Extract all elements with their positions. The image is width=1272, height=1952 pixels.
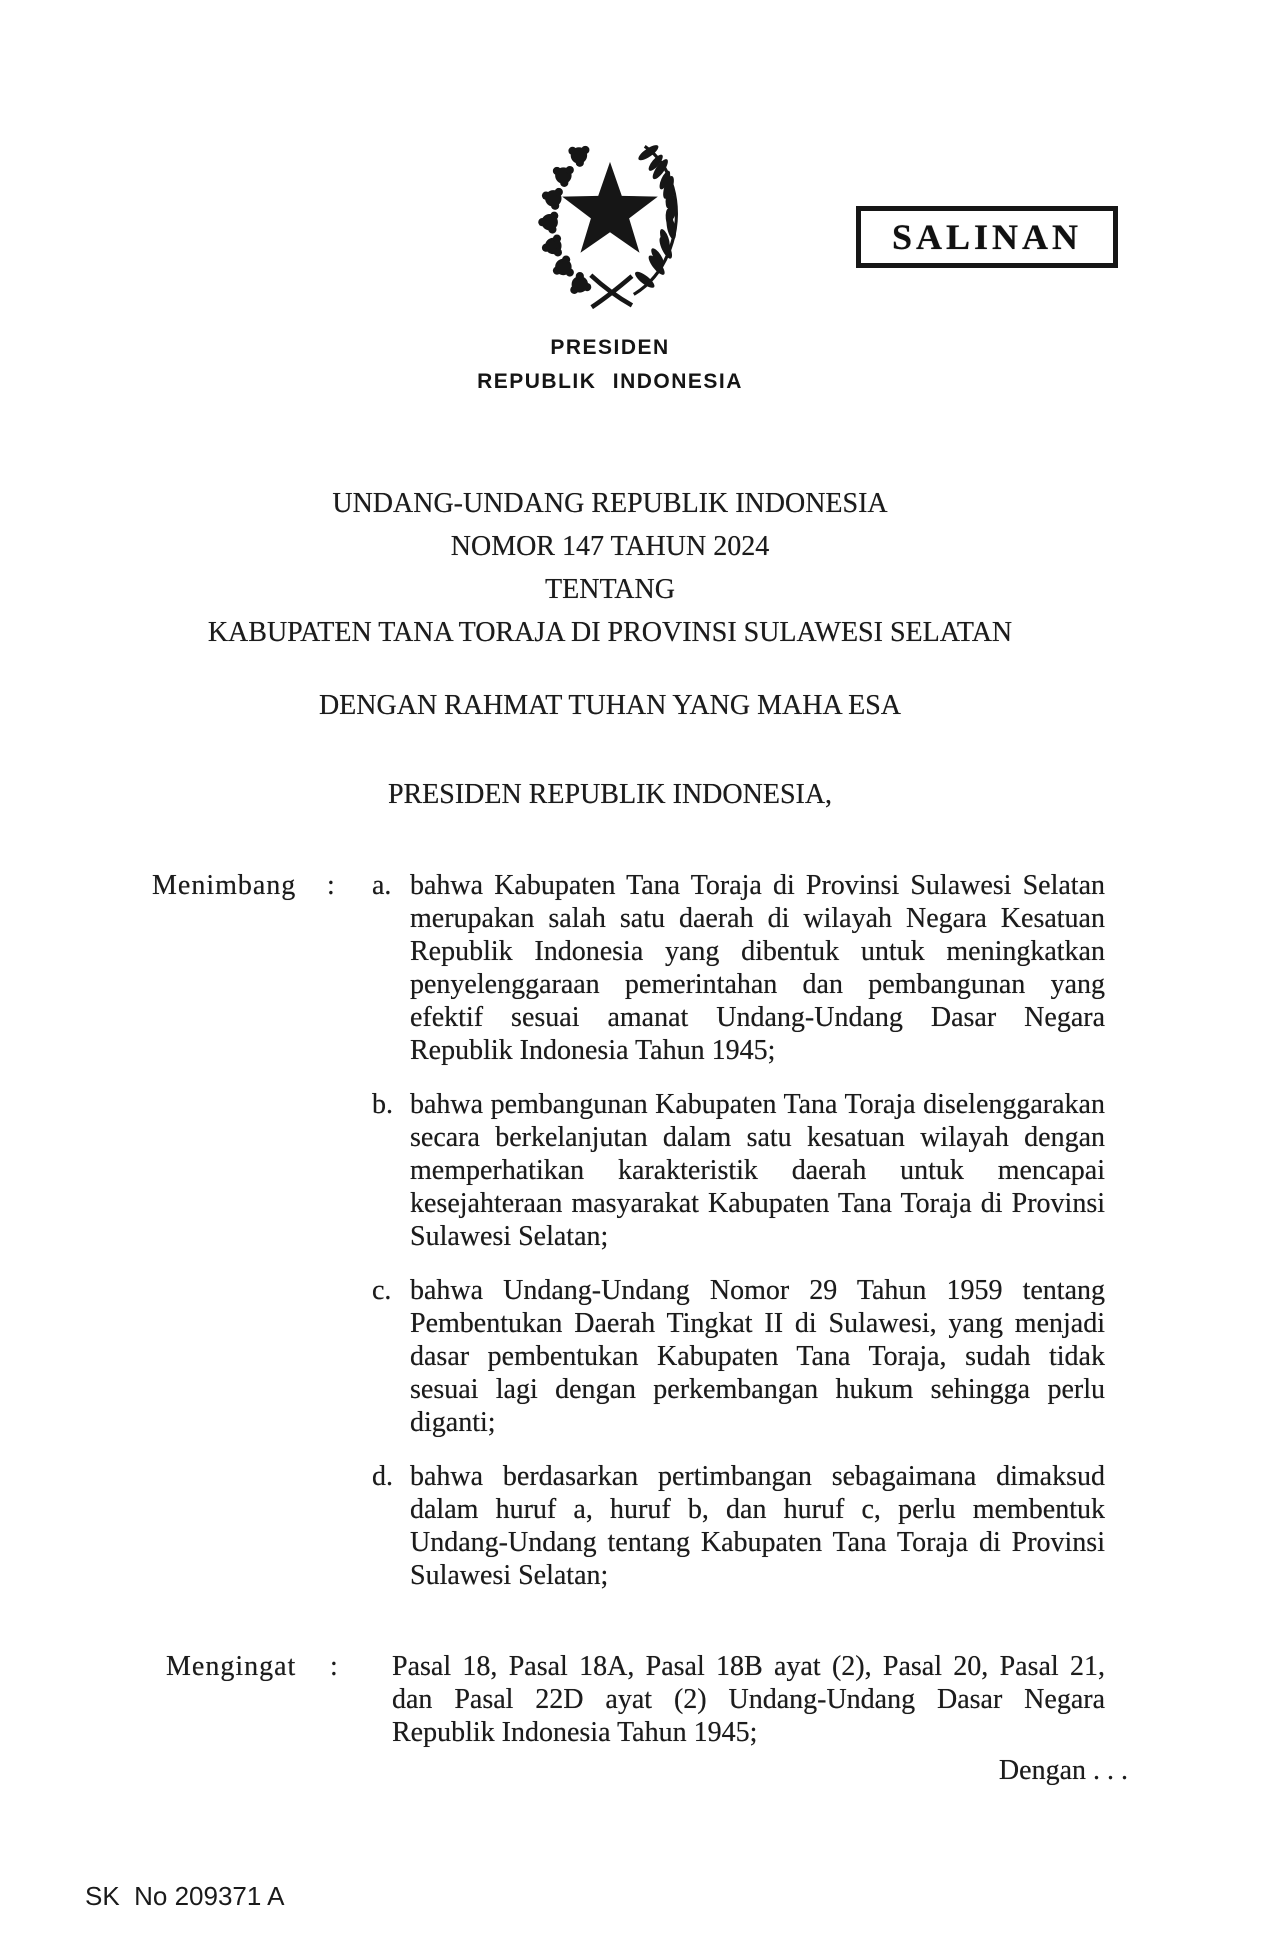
wreath-left xyxy=(538,146,591,294)
remembering-text: Pasal 18, Pasal 18A, Pasal 18B ayat (2), Pasal 20, Pasal 21, dan Pasal 22D ayat (2) Undang-Undang Dasar Negara Republik Indonesia Tahun 1945; xyxy=(392,1651,1105,1748)
catchword-dengan: Dengan . . . xyxy=(998,1755,1128,1786)
considering-item-c xyxy=(372,1274,1105,1439)
law-title-line4: KABUPATEN TANA TORAJA DI PROVINSI SULAWESI SELATAN xyxy=(207,617,1013,648)
remembering-colon: : xyxy=(330,1651,338,1682)
remembering-label: Mengingat xyxy=(166,1651,297,1682)
letterhead xyxy=(410,331,810,399)
wreath-right xyxy=(633,142,678,294)
invocation-line: DENGAN RAHMAT TUHAN YANG MAHA ESA xyxy=(318,690,902,721)
item-letter: b. xyxy=(372,1089,393,1120)
item-text: bahwa pembangunan Kabupaten Tana Toraja diselenggarakan secara berkelanjutan dalam satu kesatuan wilayah dengan memperhatikan karakteristik daerah untuk mencapai kesejahteraan masyarakat Kabupaten Tana Toraja di Provinsi Sulawesi Selatan; xyxy=(410,1089,1105,1252)
law-title-line2: NOMOR 147 TAHUN 2024 xyxy=(450,531,770,562)
sk-number-footer: SK No 209371 A xyxy=(85,1881,285,1911)
salinan-stamp xyxy=(856,206,1118,268)
letterhead-presiden: PRESIDEN xyxy=(550,336,670,359)
salinan-stamp-label: SALINAN xyxy=(891,217,1083,257)
considering-item-b xyxy=(372,1088,1105,1253)
considering-item-a xyxy=(372,869,1105,1067)
letterhead-republik-indonesia: REPUBLIK INDONESIA xyxy=(477,370,743,393)
issuer-line: PRESIDEN REPUBLIK INDONESIA, xyxy=(387,779,833,810)
considering-item-d xyxy=(372,1460,1105,1592)
law-title-line3: TENTANG xyxy=(545,574,675,605)
considering-label: Menimbang xyxy=(152,870,297,901)
item-text: bahwa Kabupaten Tana Toraja di Provinsi Sulawesi Selatan merupakan salah satu daerah di wilayah Negara Kesatuan Republik Indonesia yang dibentuk untuk meningkatkan penyelenggaraan pemerintahan dan pembangunan yang efektif sesuai amanat Undang-Undang Dasar Negara Republik Indonesia Tahun 1945; xyxy=(410,870,1105,1066)
presidential-star-emblem-icon xyxy=(518,128,702,320)
item-text: bahwa Undang-Undang Nomor 29 Tahun 1959 tentang Pembentukan Daerah Tingkat II di Sulawesi, yang menjadi dasar pembentukan Kabupaten Tana Toraja, sudah tidak sesuai lagi dengan perkembangan hukum sehingga perlu diganti; xyxy=(410,1275,1105,1438)
considering-colon: : xyxy=(327,870,335,901)
item-letter: c. xyxy=(372,1275,392,1306)
considering-items xyxy=(372,869,1105,1613)
item-letter: a. xyxy=(372,870,392,901)
law-title xyxy=(110,482,1110,654)
law-title-line1: UNDANG-UNDANG REPUBLIK INDONESIA xyxy=(332,488,888,519)
item-letter: d. xyxy=(372,1461,393,1492)
item-text: bahwa berdasarkan pertimbangan sebagaimana dimaksud dalam huruf a, huruf b, dan huruf c, perlu membentuk Undang-Undang tentang Kabupaten Tana Toraja di Provinsi Sulawesi Selatan; xyxy=(410,1461,1105,1591)
